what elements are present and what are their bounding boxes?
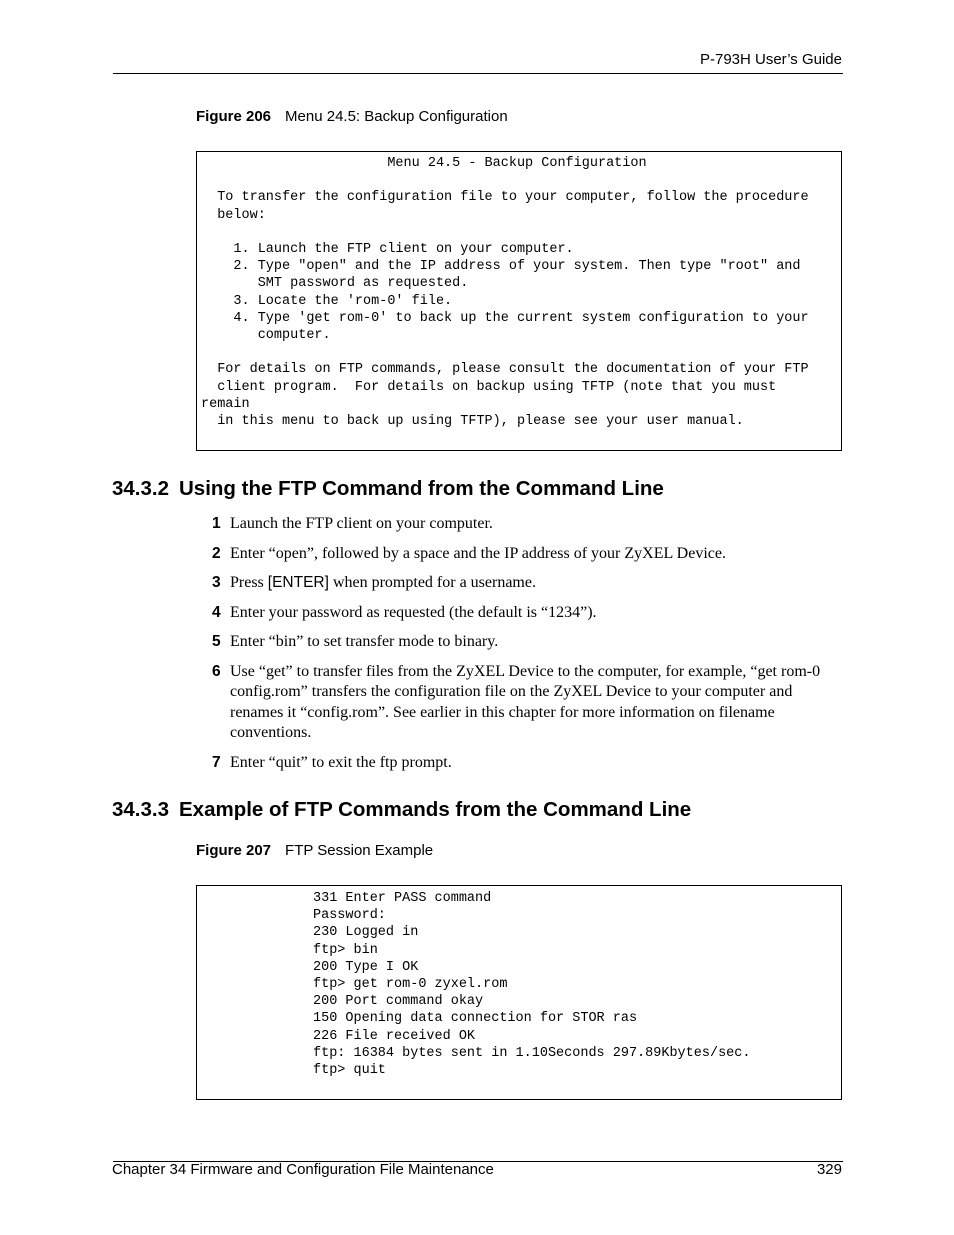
- header-divider: [113, 73, 843, 74]
- step-number: 6: [212, 662, 221, 680]
- section-34-3-2-number: 34.3.2: [112, 477, 169, 500]
- step-6: [212, 662, 844, 744]
- step-3: [212, 573, 844, 594]
- step-number: 5: [212, 633, 221, 650]
- enter-key-term: [ENTER]: [267, 574, 329, 591]
- figure-207-number: Figure 207: [196, 842, 272, 859]
- section-34-3-3-title: Example of FTP Commands from the Command Line: [179, 798, 692, 821]
- step-number: 1: [212, 515, 221, 532]
- ftp-steps-list: [212, 514, 844, 782]
- section-34-3-3-heading: [112, 798, 691, 822]
- step-number: 3: [212, 574, 221, 591]
- section-34-3-2-heading: [112, 477, 664, 501]
- backup-configuration-screen-text: Menu 24.5 - Backup Configuration To transfer the configuration file to your computer, follow the procedure below: 1. Launch the FTP client on your computer. 2. Type "open" and the IP address of your system. Then type "root" and SMT password as requested. 3. Locate the 'rom-0' file. 4. Type 'get rom-0' to back up the current system configuration to your computer. For details on FTP commands, please consult the documentation of your FTP client program. For details on backup using TFTP (note that you must remain in this menu to back up using TFTP), please see your user manual.: [201, 156, 809, 430]
- page-number: 329: [816, 1161, 842, 1178]
- step-text: [230, 573, 844, 594]
- figure-206-caption: [196, 108, 508, 125]
- step-number: 2: [212, 544, 221, 562]
- step-4: [212, 603, 844, 624]
- step-text: Enter “bin” to set transfer mode to binary.: [230, 633, 499, 650]
- step-text-prefix: Press: [230, 574, 268, 591]
- footer-chapter-title: Chapter 34 Firmware and Configuration File Maintenance: [112, 1161, 494, 1178]
- figure-206-number: Figure 206: [196, 108, 272, 125]
- step-text: Use “get” to transfer files from the ZyXEL Device to the computer, for example, “get rom-0 config.rom” transfers the configuration file on the ZyXEL Device to your computer and renames it “config.rom”. See earlier in this chapter for more information on filename conventions.: [230, 662, 821, 741]
- step-number: 7: [212, 753, 221, 771]
- step-text: Launch the FTP client on your computer.: [230, 515, 493, 532]
- figure-206-code-box: [196, 151, 842, 451]
- figure-206-title: Menu 24.5: Backup Configuration: [285, 108, 508, 125]
- step-text-suffix: when prompted for a username.: [328, 574, 536, 591]
- step-text: Enter “quit” to exit the ftp prompt.: [230, 753, 452, 771]
- step-7: [212, 753, 844, 774]
- figure-207-caption: [196, 842, 433, 859]
- figure-207-title: FTP Session Example: [285, 842, 434, 859]
- step-2: [212, 544, 844, 565]
- guide-title: P-793H User’s Guide: [699, 51, 842, 68]
- section-34-3-3-number: 34.3.3: [112, 798, 169, 821]
- figure-207-code-box: [196, 885, 842, 1100]
- section-34-3-2-title: Using the FTP Command from the Command Line: [179, 477, 664, 500]
- step-text: Enter your password as requested (the default is “1234”).: [230, 603, 597, 621]
- ftp-session-text: 331 Enter PASS command Password: 230 Logged in ftp> bin 200 Type I OK ftp> get rom-0 zyxel.rom 200 Port command okay 150 Opening data connection for STOR ras 226 File received OK ftp: 16384 bytes sent in 1.10Seconds 297.89Kbytes/sec. ftp> quit: [313, 891, 751, 1079]
- step-5: [212, 632, 844, 653]
- step-text: Enter “open”, followed by a space and the IP address of your ZyXEL Device.: [230, 544, 726, 562]
- step-1: [212, 514, 844, 535]
- step-number: 4: [212, 603, 221, 621]
